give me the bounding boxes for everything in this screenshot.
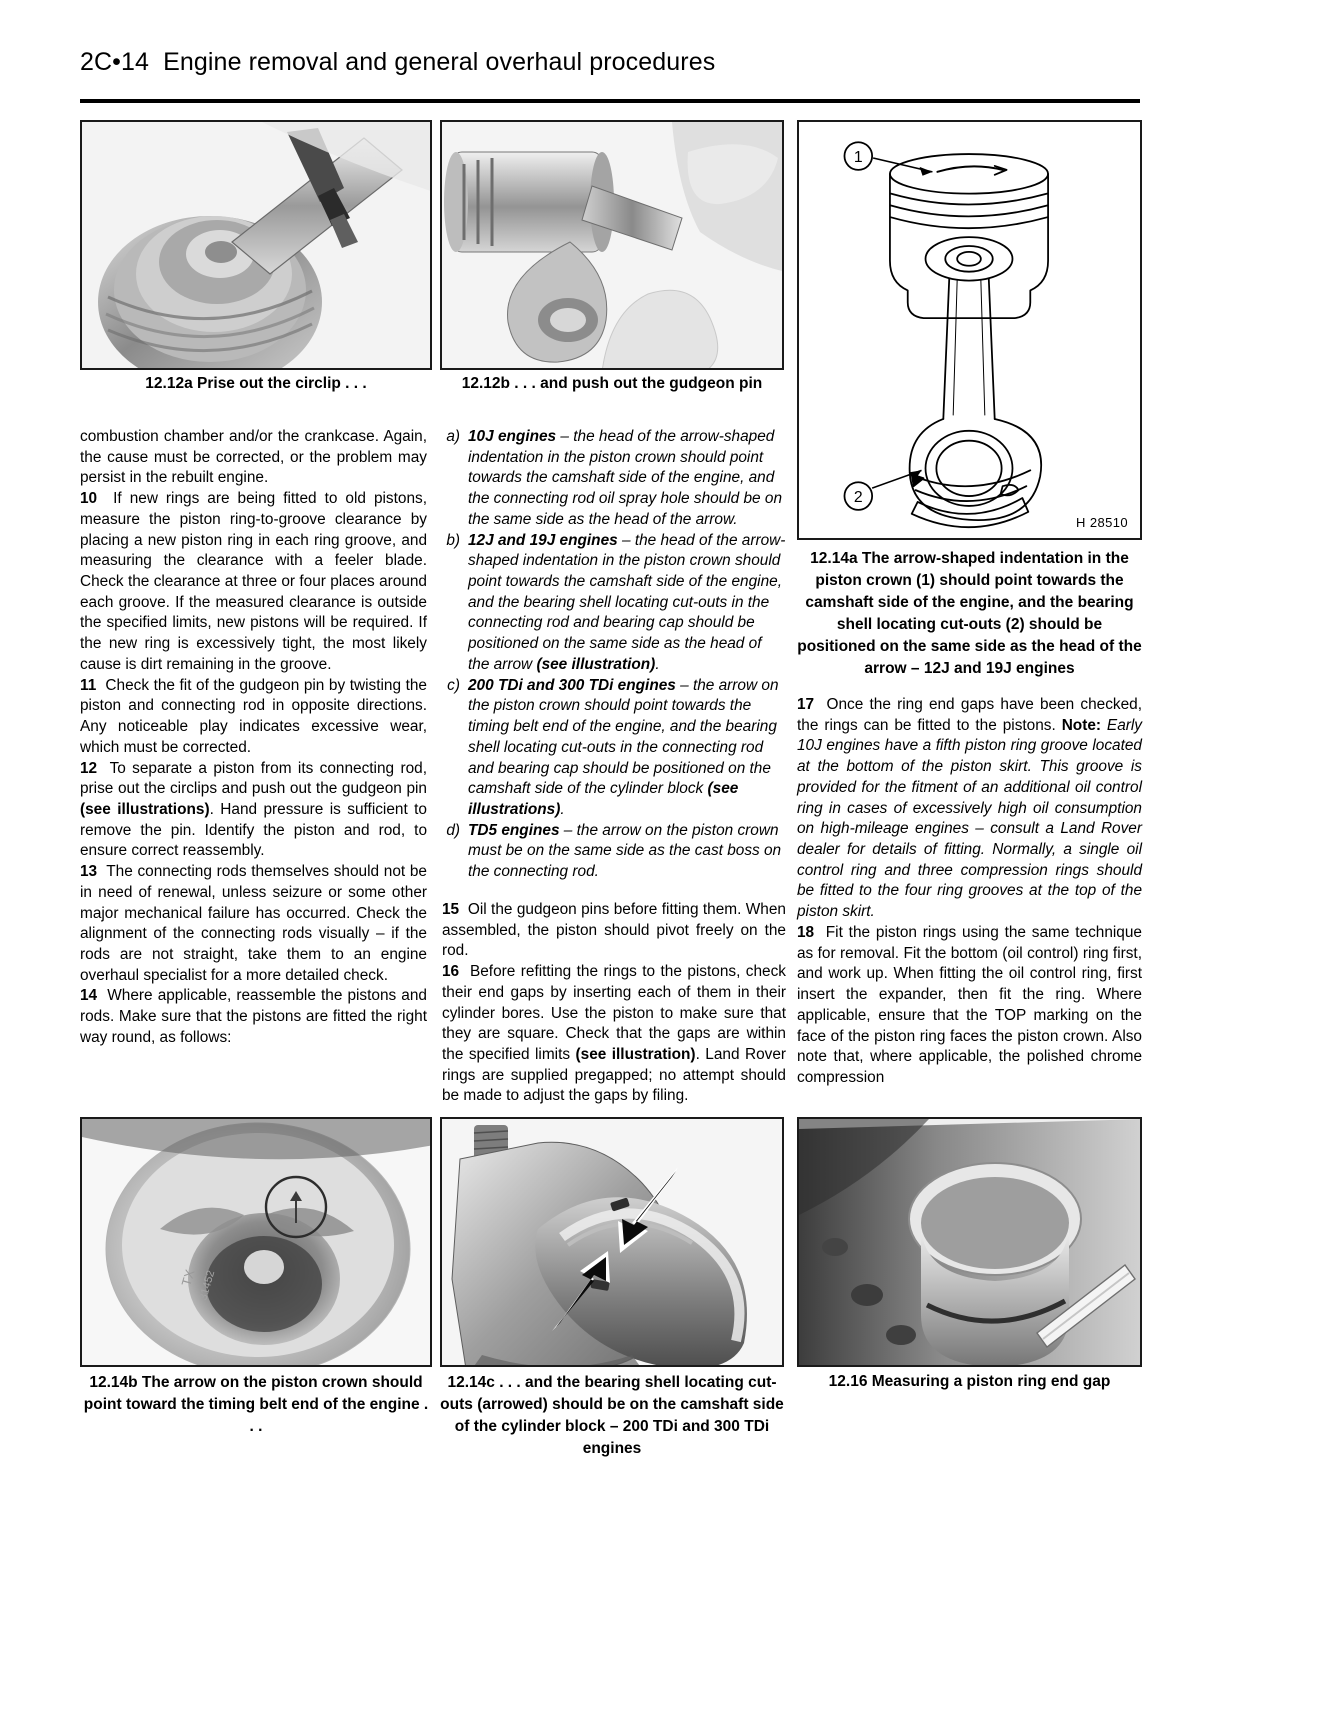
- photo-measuring-ring-end-gap: [799, 1119, 1140, 1365]
- para-16: [442, 962, 786, 1107]
- caption-12-14a: 12.14a The arrow-shaped indentation in the piston crown (1) should point towards the camshaft side of the engine, and the bearing shell locating cut-outs (2) should be positioned on the same side as the head of the arrow – 12J and 19J engines: [797, 550, 1142, 677]
- list-label-b: b): [446, 531, 460, 549]
- para-16-number: 16: [442, 963, 460, 981]
- para-14: [80, 986, 427, 1048]
- para-intro: combustion chamber and/or the crankcase. Again, the cause must be corrected, or the problem may persist in the rebuilt engine.: [80, 428, 427, 487]
- page-title: Engine removal and general overhaul procedures: [163, 48, 716, 76]
- list-d-engine: TD5 engines: [468, 821, 560, 839]
- body-column-1: [80, 427, 427, 1049]
- figure-12-14c: [440, 1117, 784, 1367]
- para-12-text-a: To separate a piston from its connecting rod, prise out the circlips and push out the gudgeon pin: [80, 759, 427, 798]
- para-11: [80, 676, 427, 759]
- drawing-code: H 28510: [1076, 515, 1128, 530]
- figure-12-14b: [80, 1117, 432, 1367]
- list-text-a: [468, 427, 786, 531]
- para-10-number: 10: [80, 490, 98, 508]
- para-14-number: 14: [80, 987, 98, 1005]
- caption-12-16: 12.16 Measuring a piston ring end gap: [828, 1373, 1111, 1390]
- list-b-body: – the head of the arrow-shaped indentation in the piston crown should point towards the camshaft side of the engine, and the bearing shell locating cut-outs in the connecting rod and bearing cap should be positioned on the same side as the head of the arrow: [468, 531, 786, 673]
- body-column-3: [797, 695, 1142, 1089]
- caption-12-12a: 12.12a Prise out the circlip . . .: [145, 375, 367, 392]
- para-16-see-illustration: (see illustration): [575, 1046, 696, 1064]
- caption-12-12b: 12.12b . . . and push out the gudgeon pin: [461, 375, 763, 392]
- list-text-d: [468, 821, 786, 883]
- para-15-number: 15: [442, 901, 460, 918]
- svg-text:2: 2: [853, 488, 863, 506]
- para-11-number: 11: [80, 676, 97, 694]
- page-header: [80, 48, 1140, 77]
- list-b-tail: .: [655, 655, 660, 673]
- caption-12-14c: 12.14c . . . and the bearing shell locating cut-outs (arrowed) should be on the camshaft side of the cylinder block – 200 TDi and 300 TDi engines: [440, 1374, 784, 1457]
- para-16-text-a: Before refitting the rings to the pistons, check their end gaps by inserting each of them in their cylinder bores. Use the piston to make sure that they are square. Check that the gaps are within the specified limits: [442, 963, 786, 1064]
- para-10-text: If new rings are being fitted to old pistons, measure the piston ring-to-groove clearance by placing a new piston ring in each ring groove, and measuring the clearance with a feeler blade. Check the clearance at three or four places around each groove. If the measured clearance is outside the specified limits, new pistons will be required. If the new ring is excessively tight, the most likely cause is dirt remaining in the groove.: [80, 490, 427, 673]
- para-11-text: Check the fit of the gudgeon pin by twisting the piston and connecting rod in opposite directions. Any noticeable play indicates excessive wear, which must be corrected.: [80, 676, 427, 756]
- para-16-text-b: . Land Rover rings are supplied pregapped; no attempt should be made to adjust the gaps by filing.: [442, 1046, 787, 1105]
- para-18: [797, 923, 1142, 1089]
- list-label-a: a): [446, 428, 460, 445]
- list-text-c: [468, 676, 786, 821]
- page-number: 2C•14: [80, 48, 150, 76]
- para-12-see-illustrations: (see illustrations): [80, 800, 210, 818]
- para-17-text-a: Once the ring end gaps have been checked, the rings can be fitted to the pistons.: [797, 696, 1142, 734]
- list-item: [442, 427, 786, 531]
- figure-12-12a: [80, 120, 432, 370]
- para-10: [80, 489, 427, 675]
- para-12-text-b: . Hand pressure is sufficient to remove the pin. Identify the piston and rod, to ensure correct reassembly.: [80, 800, 427, 860]
- list-b-engine: 12J and 19J engines: [468, 531, 618, 549]
- para-12: [80, 759, 427, 863]
- list-item: [442, 821, 786, 883]
- para-15: [442, 900, 786, 962]
- para-15-text: Oil the gudgeon pins before fitting them. When assembled, the piston should pivot freely on the rod.: [442, 901, 786, 960]
- para-12-number: 12: [80, 759, 98, 777]
- list-item: [442, 531, 786, 676]
- piston-connecting-rod-line-drawing: [799, 122, 1140, 538]
- list-c-body: – the arrow on the piston crown should point towards the timing belt end of the engine, and the bearing shell locating cut-outs in the connecting rod and bearing cap should be positioned on the camshaft side of the cylinder block: [468, 676, 779, 798]
- list-d-body: – the arrow on the piston crown must be on the same side as the cast boss on the connecting rod.: [468, 821, 782, 881]
- list-label-d: d): [446, 821, 460, 839]
- svg-text:TX: TX: [178, 1267, 198, 1288]
- engine-type-list: [442, 427, 786, 883]
- para-17-note-text: Early 10J engines have a fifth piston ring groove located at the bottom of the piston skirt. This groove is provided for the fitment of an additional oil control ring in cases of excessively high oil consumption on high-mileage engines – consult a Land Rover dealer for details of fitting. Normally, a single oil control ring and three compression rings should be fitted to the four ring grooves at the top of the piston skirt.: [797, 716, 1142, 921]
- para-17-number: 17: [797, 696, 815, 713]
- para-14-text: Where applicable, reassemble the pistons and rods. Make sure that the pistons are fitted the right way round, as follows:: [80, 987, 427, 1046]
- photo-push-out-gudgeon-pin: [442, 122, 782, 368]
- photo-bearing-shell-cut-outs: [442, 1119, 782, 1365]
- svg-text:1: 1: [853, 148, 863, 166]
- body-column-2: [442, 900, 786, 1107]
- list-label-c: c): [447, 676, 460, 694]
- figure-12-16: [797, 1117, 1142, 1367]
- header-divider: [80, 99, 1140, 103]
- photo-prise-out-circlip: [82, 122, 430, 368]
- list-a-engine: 10J engines: [468, 428, 557, 445]
- figure-12-14a: [797, 120, 1142, 540]
- para-13-number: 13: [80, 863, 98, 881]
- list-c-see: (see illustrations): [468, 780, 739, 818]
- list-a-body: – the head of the arrow-shaped indentation in the piston crown should point towards the camshaft side of the engine, and the connecting rod oil spray hole should be on the same side as the head of the arrow.: [468, 428, 783, 528]
- para-18-number: 18: [797, 923, 815, 941]
- list-c-engine: 200 TDi and 300 TDi engines: [468, 676, 676, 694]
- svg-text:31452: 31452: [197, 1269, 218, 1302]
- para-13-text: The connecting rods themselves should not be in need of renewal, unless seizure or some other major mechanical failure has occurred. Check the alignment of the connecting rods visually – if the rods are not straight, take them to an engine overhaul specialist for a more detailed check.: [80, 863, 427, 984]
- list-item: [442, 676, 786, 821]
- list-b-see: (see illustration): [536, 655, 656, 673]
- para-18-text: Fit the piston rings using the same technique as for removal. Fit the bottom (oil control) ring first, and work up. When fitting the oil control ring, first insert the expander, then fit the ring. Where applicable, ensure that the TOP marking on the face of the piston ring faces the piston crown. Also note that, where applicable, the polished chrome compression: [797, 923, 1142, 1086]
- list-c-tail: .: [560, 800, 565, 818]
- para-17: [797, 695, 1142, 923]
- figure-12-12b: [440, 120, 784, 370]
- para-17-note-label: Note:: [1061, 716, 1102, 734]
- list-text-b: [468, 531, 786, 676]
- caption-12-14b: 12.14b The arrow on the piston crown should point toward the timing belt end of the engine . . .: [83, 1374, 429, 1435]
- photo-arrow-on-piston-crown: [82, 1119, 430, 1365]
- para-13: [80, 862, 427, 986]
